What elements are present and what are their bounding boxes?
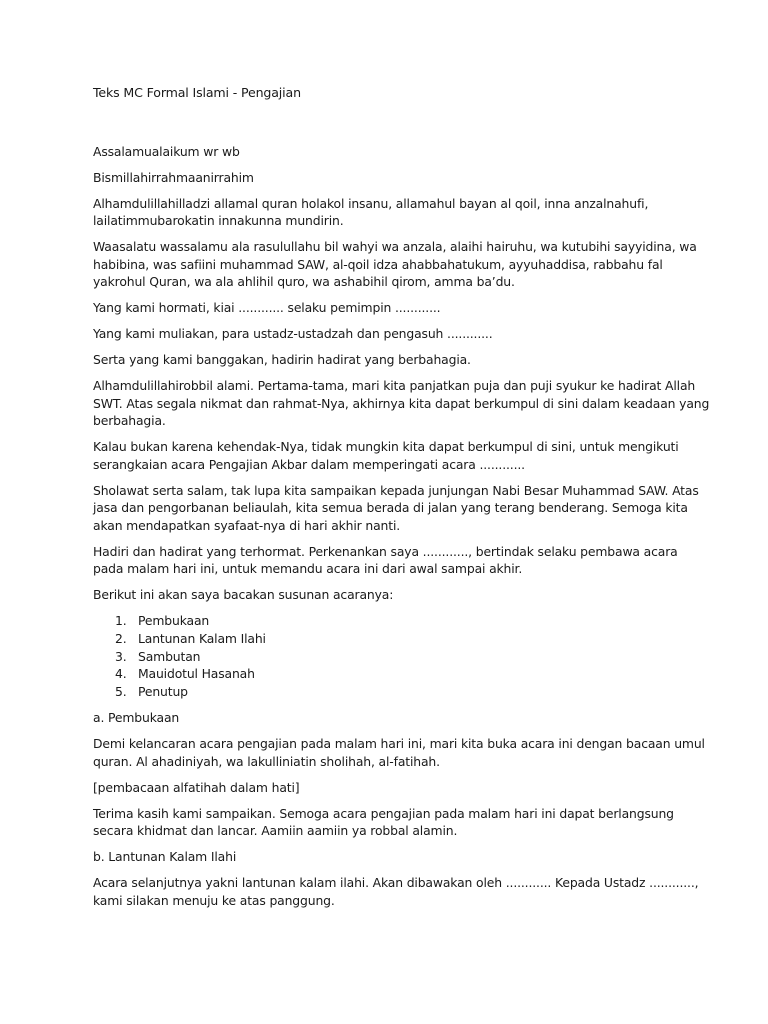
purpose-paragraph bbox=[93, 438, 693, 473]
paragraph-line: jasa dan pengorbanan beliaulah, kita semua berada di jalan yang terang benderang. Semoga kita bbox=[93, 500, 688, 515]
salawat-paragraph bbox=[93, 238, 697, 291]
section-heading-lantunan bbox=[93, 848, 693, 866]
document-body bbox=[93, 84, 710, 918]
paragraph-line: [pembacaan alfatihah dalam hati] bbox=[93, 779, 300, 795]
section-heading-pembukaan bbox=[93, 709, 693, 727]
paragraph-line: Yang kami hormati, kiai ............ selaku pemimpin ............ bbox=[93, 300, 441, 315]
paragraph-line: kami silakan menuju ke atas panggung. bbox=[93, 892, 335, 908]
paragraph-group-intro bbox=[93, 195, 710, 604]
paragraph-group-sections bbox=[93, 709, 705, 909]
respect-ustadz-line bbox=[93, 325, 693, 343]
agenda-item-label: Mauidotul Hasanah bbox=[138, 666, 255, 682]
agenda-item-number: 4. bbox=[115, 666, 127, 682]
paragraph-line: akan mendapatkan syafaat-nya di hari akhir nanti. bbox=[93, 517, 401, 533]
agenda-list bbox=[93, 612, 693, 701]
paragraph-line: habibina, was safiini muhammad SAW, al-qoil idza ahabbahatukum, ayyuhaddisa, rabbahu fal bbox=[93, 256, 663, 272]
pembukaan-paragraph bbox=[93, 735, 705, 770]
greeting: Assalamualaikum wr wb bbox=[93, 143, 240, 159]
agenda-item bbox=[93, 630, 693, 648]
paragraph-line: Acara selanjutnya yakni lantunan kalam ilahi. Akan dibawakan oleh ............ Kepada Ustadz ............, bbox=[93, 875, 699, 891]
agenda-intro-line bbox=[93, 586, 693, 604]
respect-audience-line bbox=[93, 351, 693, 369]
agenda-item bbox=[93, 612, 693, 630]
thanks-paragraph bbox=[93, 805, 693, 840]
paragraph-line: Alhamdulillahilladzi allamal quran holakol insanu, allamahul bayan al qoil, inna anzalnahufi, bbox=[93, 195, 649, 211]
agenda-item bbox=[93, 683, 693, 701]
paragraph-line: serangkaian acara Pengajian Akbar dalam memperingati acara ............ bbox=[93, 456, 525, 472]
respect-kiai-line bbox=[93, 299, 693, 317]
paragraph-line: pada malam hari ini, untuk memandu acara ini dari awal sampai akhir. bbox=[93, 561, 523, 576]
paragraph-line: b. Lantunan Kalam Ilahi bbox=[93, 849, 237, 865]
paragraph-line: yakrohul Quran, wa ala ahlihil quro, wa ashabihil qirom, amma ba’du. bbox=[93, 274, 515, 289]
agenda-item-label: Sambutan bbox=[138, 648, 201, 664]
agenda-item bbox=[93, 648, 693, 666]
paragraph-line: Alhamdulillahirobbil alami. Pertama-tama, mari kita panjatkan puja dan puji syukur ke hadirat Allah bbox=[93, 378, 696, 393]
introduction-paragraph bbox=[93, 543, 693, 578]
lantunan-paragraph bbox=[93, 874, 699, 909]
paragraph-line: a. Pembukaan bbox=[93, 710, 180, 726]
paragraph-line: Demi kelancaran acara pengajian pada malam hari ini, mari kita buka acara ini dengan bacaan umul bbox=[93, 736, 705, 752]
paragraph-line: lailatimmubarokatin innakunna mundirin. bbox=[93, 213, 344, 228]
paragraph-line: Waasalatu wassalamu ala rasulullahu bil wahyi wa anzala, alaihi hairuhu, wa kutubihi sayyidina, wa bbox=[93, 239, 697, 254]
paragraph-line: Berikut ini akan saya bacakan susunan acaranya: bbox=[93, 587, 394, 602]
paragraph-line: Sholawat serta salam, tak lupa kita sampaikan kepada junjungan Nabi Besar Muhammad SAW. Atas bbox=[93, 482, 699, 498]
alfatihah-note bbox=[93, 779, 693, 797]
paragraph-line: SWT. Atas segala nikmat dan rahmat-Nya, akhirnya kita dapat berkumpul di sini dalam keadaan yang bbox=[93, 395, 710, 411]
basmalah: Bismillahirrahmaanirrahim bbox=[93, 169, 254, 185]
agenda-item-label: Pembukaan bbox=[138, 613, 210, 628]
paragraph-line: Serta yang kami banggakan, hadirin hadirat yang berbahagia. bbox=[93, 352, 471, 367]
agenda-item-number: 5. bbox=[115, 684, 127, 700]
paragraph-line: Yang kami muliakan, para ustadz-ustadzah dan pengasuh ............ bbox=[93, 326, 493, 341]
paragraph-line: secara khidmat dan lancar. Aamiin aamiin ya robbal alamin. bbox=[93, 823, 458, 839]
agenda-item-number: 3. bbox=[115, 648, 127, 664]
agenda-item-label: Lantunan Kalam Ilahi bbox=[138, 630, 266, 646]
paragraph-line: Hadiri dan hadirat yang terhormat. Perkenankan saya ............, bertindak selaku pembawa acara bbox=[93, 543, 678, 559]
paragraph-line: quran. Al ahadiniyah, wa lakulliniatin sholihah, al-fatihah. bbox=[93, 753, 440, 769]
sholawat-paragraph bbox=[93, 482, 699, 535]
agenda-item-label: Penutup bbox=[138, 684, 188, 700]
agenda-item-number: 1. bbox=[115, 613, 127, 628]
paragraph-line: Kalau bukan karena kehendak-Nya, tidak mungkin kita dapat berkumpul di sini, untuk mengikuti bbox=[93, 439, 679, 454]
agenda-item-number: 2. bbox=[115, 630, 127, 646]
opening-praise-paragraph bbox=[93, 195, 693, 230]
paragraph-line: Terima kasih kami sampaikan. Semoga acara pengajian pada malam hari ini dapat berlangsung bbox=[93, 805, 674, 821]
paragraph-line: berbahagia. bbox=[93, 413, 166, 428]
gratitude-paragraph bbox=[93, 377, 710, 430]
document-title: Teks MC Formal Islami - Pengajian bbox=[93, 85, 301, 100]
agenda-item bbox=[93, 665, 693, 683]
